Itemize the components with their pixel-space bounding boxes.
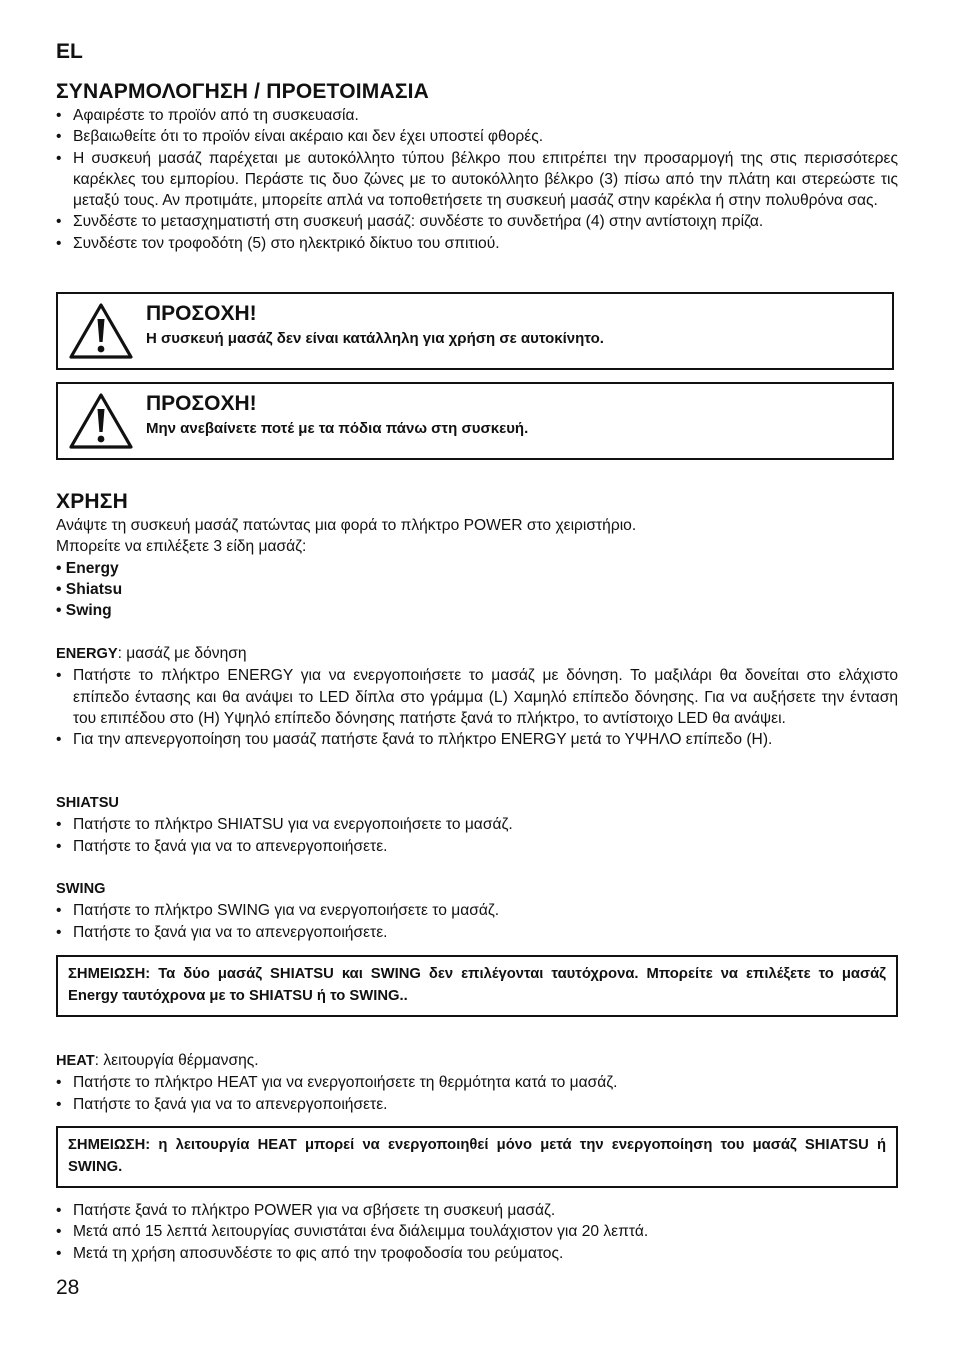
language-code: EL [56, 40, 83, 63]
energy-section [56, 643, 898, 750]
warning-title: ΠΡΟΣΟΧΗ! [146, 392, 257, 415]
final-list [56, 1200, 898, 1264]
list-item: • Μετά τη χρήση αποσυνδέστε το φις από την τροφοδοσία του ρεύματος. [56, 1243, 898, 1264]
shiatsu-section [56, 793, 898, 857]
warning-box-car [56, 292, 894, 370]
page-number: 28 [56, 1276, 80, 1299]
list-item: • Πατήστε το ξανά για να το απενεργοποιήσετε. [56, 922, 898, 943]
heat-label: HEAT [56, 1053, 95, 1069]
list-item: • Συνδέστε το μετασχηματιστή στη συσκευή μασάζ: συνδέστε το συνδετήρα (4) στην αντίστοιχη πρίζα. [56, 211, 898, 232]
energy-label: ENERGY [56, 646, 118, 662]
list-item: • Πατήστε το πλήκτρο HEAT για να ενεργοποιήσετε τη θερμότητα κατά το μασάζ. [56, 1072, 898, 1093]
list-item: • Μετά από 15 λεπτά λειτουργίας συνιστάται ένα διάλειμμα τουλάχιστον για 20 λεπτά. [56, 1221, 898, 1242]
list-item: • Πατήστε το ξανά για να το απενεργοποιήσετε. [56, 836, 898, 857]
final-section [56, 1200, 898, 1264]
massage-type: • Swing [56, 602, 112, 620]
list-item: • Η συσκευή μασάζ παρέχεται με αυτοκόλλητο τύπου βέλκρο που επιτρέπει την προσαρμογή της στις περισσότερες καρέκλες του εμπορίου. Περάστε τις δυο ζώνες με το αυτοκόλλητο βέλκρο (3) πίσω από την πλάτη και στερεώστε τις μεταξύ τους. Αν προτιμάτε, μπορείτε απλά να τοποθετήσετε τη συσκευή μασάζ στην καρέκλα ή στην πολυθρόνα σας. [56, 148, 898, 212]
list-item: • Πατήστε το πλήκτρο ENERGY για να ενεργοποιήσετε το μασάζ με δόνηση. Το μαξιλάρι θα δονείται στο ελάχιστο επίπεδο έντασης και θα ανάψει το LED δίπλα στο γράμμα (L) Χαμηλό επίπεδο δόνησης. Για να αυξήσετε την ένταση του επιπέδου στο (H) Υψηλό επίπεδο δόνησης πατήστε ξανά το πλήκτρο, το αντίστοιχο LED θα ανάψει. [56, 665, 898, 729]
warning-triangle-icon [68, 392, 134, 450]
energy-heading [56, 643, 898, 665]
usage-intro: Ανάψτε τη συσκευή μασάζ πατώντας μια φορά το πλήκτρο POWER στο χειριστήριο. [56, 517, 637, 534]
assembly-title: ΣΥΝΑΡΜΟΛΟΓΗΣΗ / ΠΡΟΕΤΟΙΜΑΣΙΑ [56, 80, 430, 103]
usage-section [56, 515, 898, 621]
shiatsu-label: SHIATSU [56, 795, 119, 811]
warning-triangle-icon [68, 302, 134, 360]
heat-section [56, 1050, 898, 1115]
list-item: • Πατήστε το πλήκτρο SWING για να ενεργοποιήσετε το μασάζ. [56, 900, 898, 921]
list-item: • Πατήστε το ξανά για να το απενεργοποιήσετε. [56, 1094, 898, 1115]
warning-text: Η συσκευή μασάζ δεν είναι κατάλληλη για χρήση σε αυτοκίνητο. [146, 330, 604, 347]
list-item: • Πατήστε το πλήκτρο SHIATSU για να ενεργοποιήσετε το μασάζ. [56, 814, 898, 835]
warning-title: ΠΡΟΣΟΧΗ! [146, 302, 257, 325]
shiatsu-list [56, 814, 898, 857]
warning-box-feet [56, 382, 894, 460]
massage-type: • Energy [56, 559, 119, 577]
assembly-section [56, 105, 898, 254]
list-item: • Πατήστε ξανά το πλήκτρο POWER για να σβήσετε τη συσκευή μασάζ. [56, 1200, 898, 1221]
energy-list [56, 665, 898, 750]
heat-heading [56, 1050, 898, 1072]
list-item: • Συνδέστε τον τροφοδότη (5) στο ηλεκτρικό δίκτυο του σπιτιού. [56, 233, 898, 254]
note-box-massage: ΣΗΜΕΙΩΣΗ: Τα δύο μασάζ SHIATSU και SWING δεν επιλέγονται ταυτόχρονα. Μπορείτε να επιλέξετε το μασάζ Energy ταυτόχρονα με το SHIATSU ή το SWING.. [56, 955, 898, 1017]
heat-desc: : λειτουργία θέρμανσης. [94, 1052, 259, 1069]
list-item: • Αφαιρέστε το προϊόν από τη συσκευασία. [56, 105, 898, 126]
swing-list [56, 900, 898, 943]
list-item: • Για την απενεργοποίηση του μασάζ πατήστε ξανά το πλήκτρο ENERGY μετά το ΥΨΗΛΟ επίπεδο (H). [56, 729, 898, 750]
usage-intro: Μπορείτε να επιλέξετε 3 είδη μασάζ: [56, 538, 307, 556]
swing-section [56, 879, 898, 943]
usage-title: ΧΡΗΣΗ [56, 490, 128, 513]
massage-type: • Shiatsu [56, 580, 123, 598]
list-item: • Βεβαιωθείτε ότι το προϊόν είναι ακέραιο και δεν έχει υποστεί φθορές. [56, 126, 898, 147]
warning-text: Μην ανεβαίνετε ποτέ με τα πόδια πάνω στη συσκευή. [146, 420, 529, 437]
note-box-heat: ΣΗΜΕΙΩΣΗ: η λειτουργία HEAT μπορεί να ενεργοποιηθεί μόνο μετά την ενεργοποίηση του μασάζ SHIATSU ή SWING. [56, 1126, 898, 1188]
heat-list [56, 1072, 898, 1115]
assembly-list [56, 105, 898, 254]
swing-label: SWING [56, 881, 106, 897]
energy-desc: : μασάζ με δόνηση [117, 645, 247, 662]
